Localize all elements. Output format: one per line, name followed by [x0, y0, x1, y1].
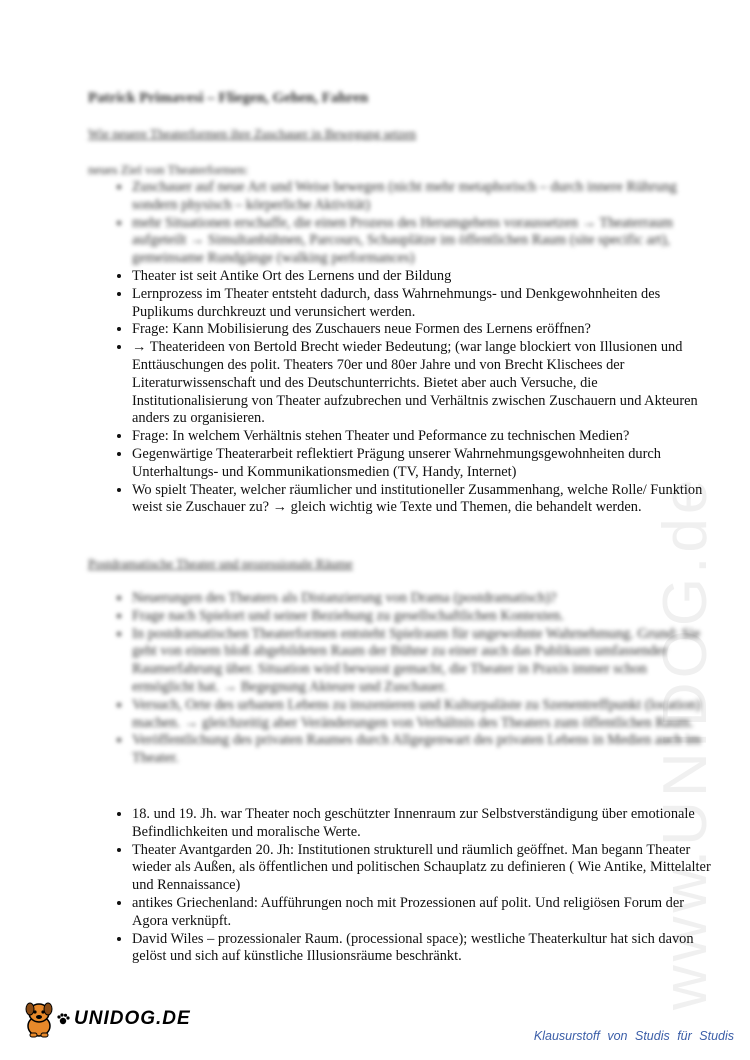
- list-item: • In postdramatischen Theaterformen entsteht Spielraum für ungewohnte Wahrnehmung. Grund: Sie geht von einem bloß abgebildeten Raum der Bühne zu einer auch das Publikum umfassender Raumerfahrung über. Situation wird bewusst gemacht, die Theater in Praxis immer schon ermöglicht hat. → Begegnung Akteure und Zuschauer.: [132, 626, 712, 697]
- list-item: • Theater ist seit Antike Ort des Lernens und der Bildung: [132, 268, 712, 286]
- list-item: • Zuschauer auf neue Art und Weise bewegen (nicht mehr metaphorisch – durch innere Rührung sondern physisch – körperliche Aktivität): [132, 179, 712, 215]
- list-item: • → Theaterideen von Bertold Brecht wieder Bedeutung; (war lange blockiert von Illusionen und Enttäuschungen des polit. Theaters 70er und 80er Jahre und von Brecht Klischees der Literaturwissenschaft und des Deutschunterrichts. Bietet aber auch Versuche, die Institutionalisierung von Theater aufzubrechen und Verhältnis zwischen Zuschauern und Akteuren anders zu organisieren.: [132, 339, 712, 428]
- footer-tagline: Klausurstoff von Studis für Studis: [533, 1029, 734, 1043]
- list-item: • Veröffentlichung des privaten Raumes durch Allgegenwart des privaten Lebens in Medien auch im Theater.: [132, 732, 712, 768]
- page-title: Patrick Primavesi – Fliegen, Gehen, Fahren: [88, 90, 369, 106]
- list-item: • Lernprozess im Theater entsteht dadurch, dass Wahrnehmungs- und Denkgewohnheiten des Puplikums durchkreuzt und verunsichert werden.: [132, 286, 712, 322]
- list-item: • 18. und 19. Jh. war Theater noch geschützter Innenraum zur Selbstverständigung über emotionale Befindlichkeiten und moralische Werte.: [132, 806, 712, 842]
- section-heading: Postdramatische Theater und prozessionale Räume: [88, 556, 353, 571]
- notes-list: [88, 179, 712, 517]
- list-item: • David Wiles – prozessionaler Raum. (processional space); westliche Theaterkultur hat sich davon gelöst und sich auf künstliche Illusionsräume beschränkt.: [132, 931, 712, 967]
- list-item: • Wo spielt Theater, welcher räumlicher und institutioneller Zusammenhang, welche Rolle/ Funktion weist sie Zuschauer zu? → gleich wichtig wie Texte und Themen, die behandelt werden.: [132, 482, 712, 518]
- page-subtitle: Wie neuere Theaterformen ihre Zuschauer in Bewegung setzen: [88, 126, 417, 141]
- logo-text: UNIDOG.DE: [74, 1008, 191, 1029]
- list-item: • mehr Situationen erschaffe, die einen Prozess des Herumgehens voraussetzen → Theaterraum aufgeteilt → Simultanbühnen, Parcours, Schauplätze im öffentlichen Raum (site specific art), gemeinsame Rundgänge (walking performances): [132, 215, 712, 268]
- notes-list-2: [88, 806, 712, 966]
- watermark: www.UNIDOG.de: [651, 475, 720, 1010]
- section-intro: neues Ziel von Theaterformen:: [88, 162, 249, 177]
- dog-mascot-icon: [22, 1000, 56, 1038]
- list-item: • Versuch, Orte des urbanen Lebens zu inszenieren und Kulturpaläste zu Szenentreffpunkt (location) machen. → gleichzeitig aber Veränderungen von Verhältnis des Theaters zum öffentlichen Raum.: [132, 697, 712, 733]
- list-item: • Frage: In welchem Verhältnis stehen Theater und Peformance zu technischen Medien?: [132, 428, 712, 446]
- list-item: • Frage nach Spielort und seiner Beziehung zu gesellschaftlichen Kontexten.: [132, 608, 712, 626]
- list-item: • antikes Griechenland: Aufführungen noch mit Prozessionen auf polit. Und religiösen Forum der Agora verknüpft.: [132, 895, 712, 931]
- list-item: • Neuerungen des Theaters als Distanzierung von Drama (postdramatisch)?: [132, 590, 712, 608]
- list-item: • Gegenwärtige Theaterarbeit reflektiert Prägung unserer Wahrnehmungsgewohnheiten durch Unterhaltungs- und Kommunikationsmedien (TV, Handy, Internet): [132, 446, 712, 482]
- unidog-logo[interactable]: [22, 1000, 191, 1038]
- list-item: • Theater Avantgarden 20. Jh: Institutionen strukturell und räumlich geöffnet. Man begann Theater wieder als Außen, als öffentlichen und politischen Schauplatz zu definieren ( Wie Antike, Mittelalter und Rennaissance): [132, 842, 712, 895]
- paw-icon: [56, 1012, 70, 1026]
- blurred-notes-list: [88, 590, 712, 768]
- list-item: • Frage: Kann Mobilisierung des Zuschauers neue Formen des Lernens eröffnen?: [132, 321, 712, 339]
